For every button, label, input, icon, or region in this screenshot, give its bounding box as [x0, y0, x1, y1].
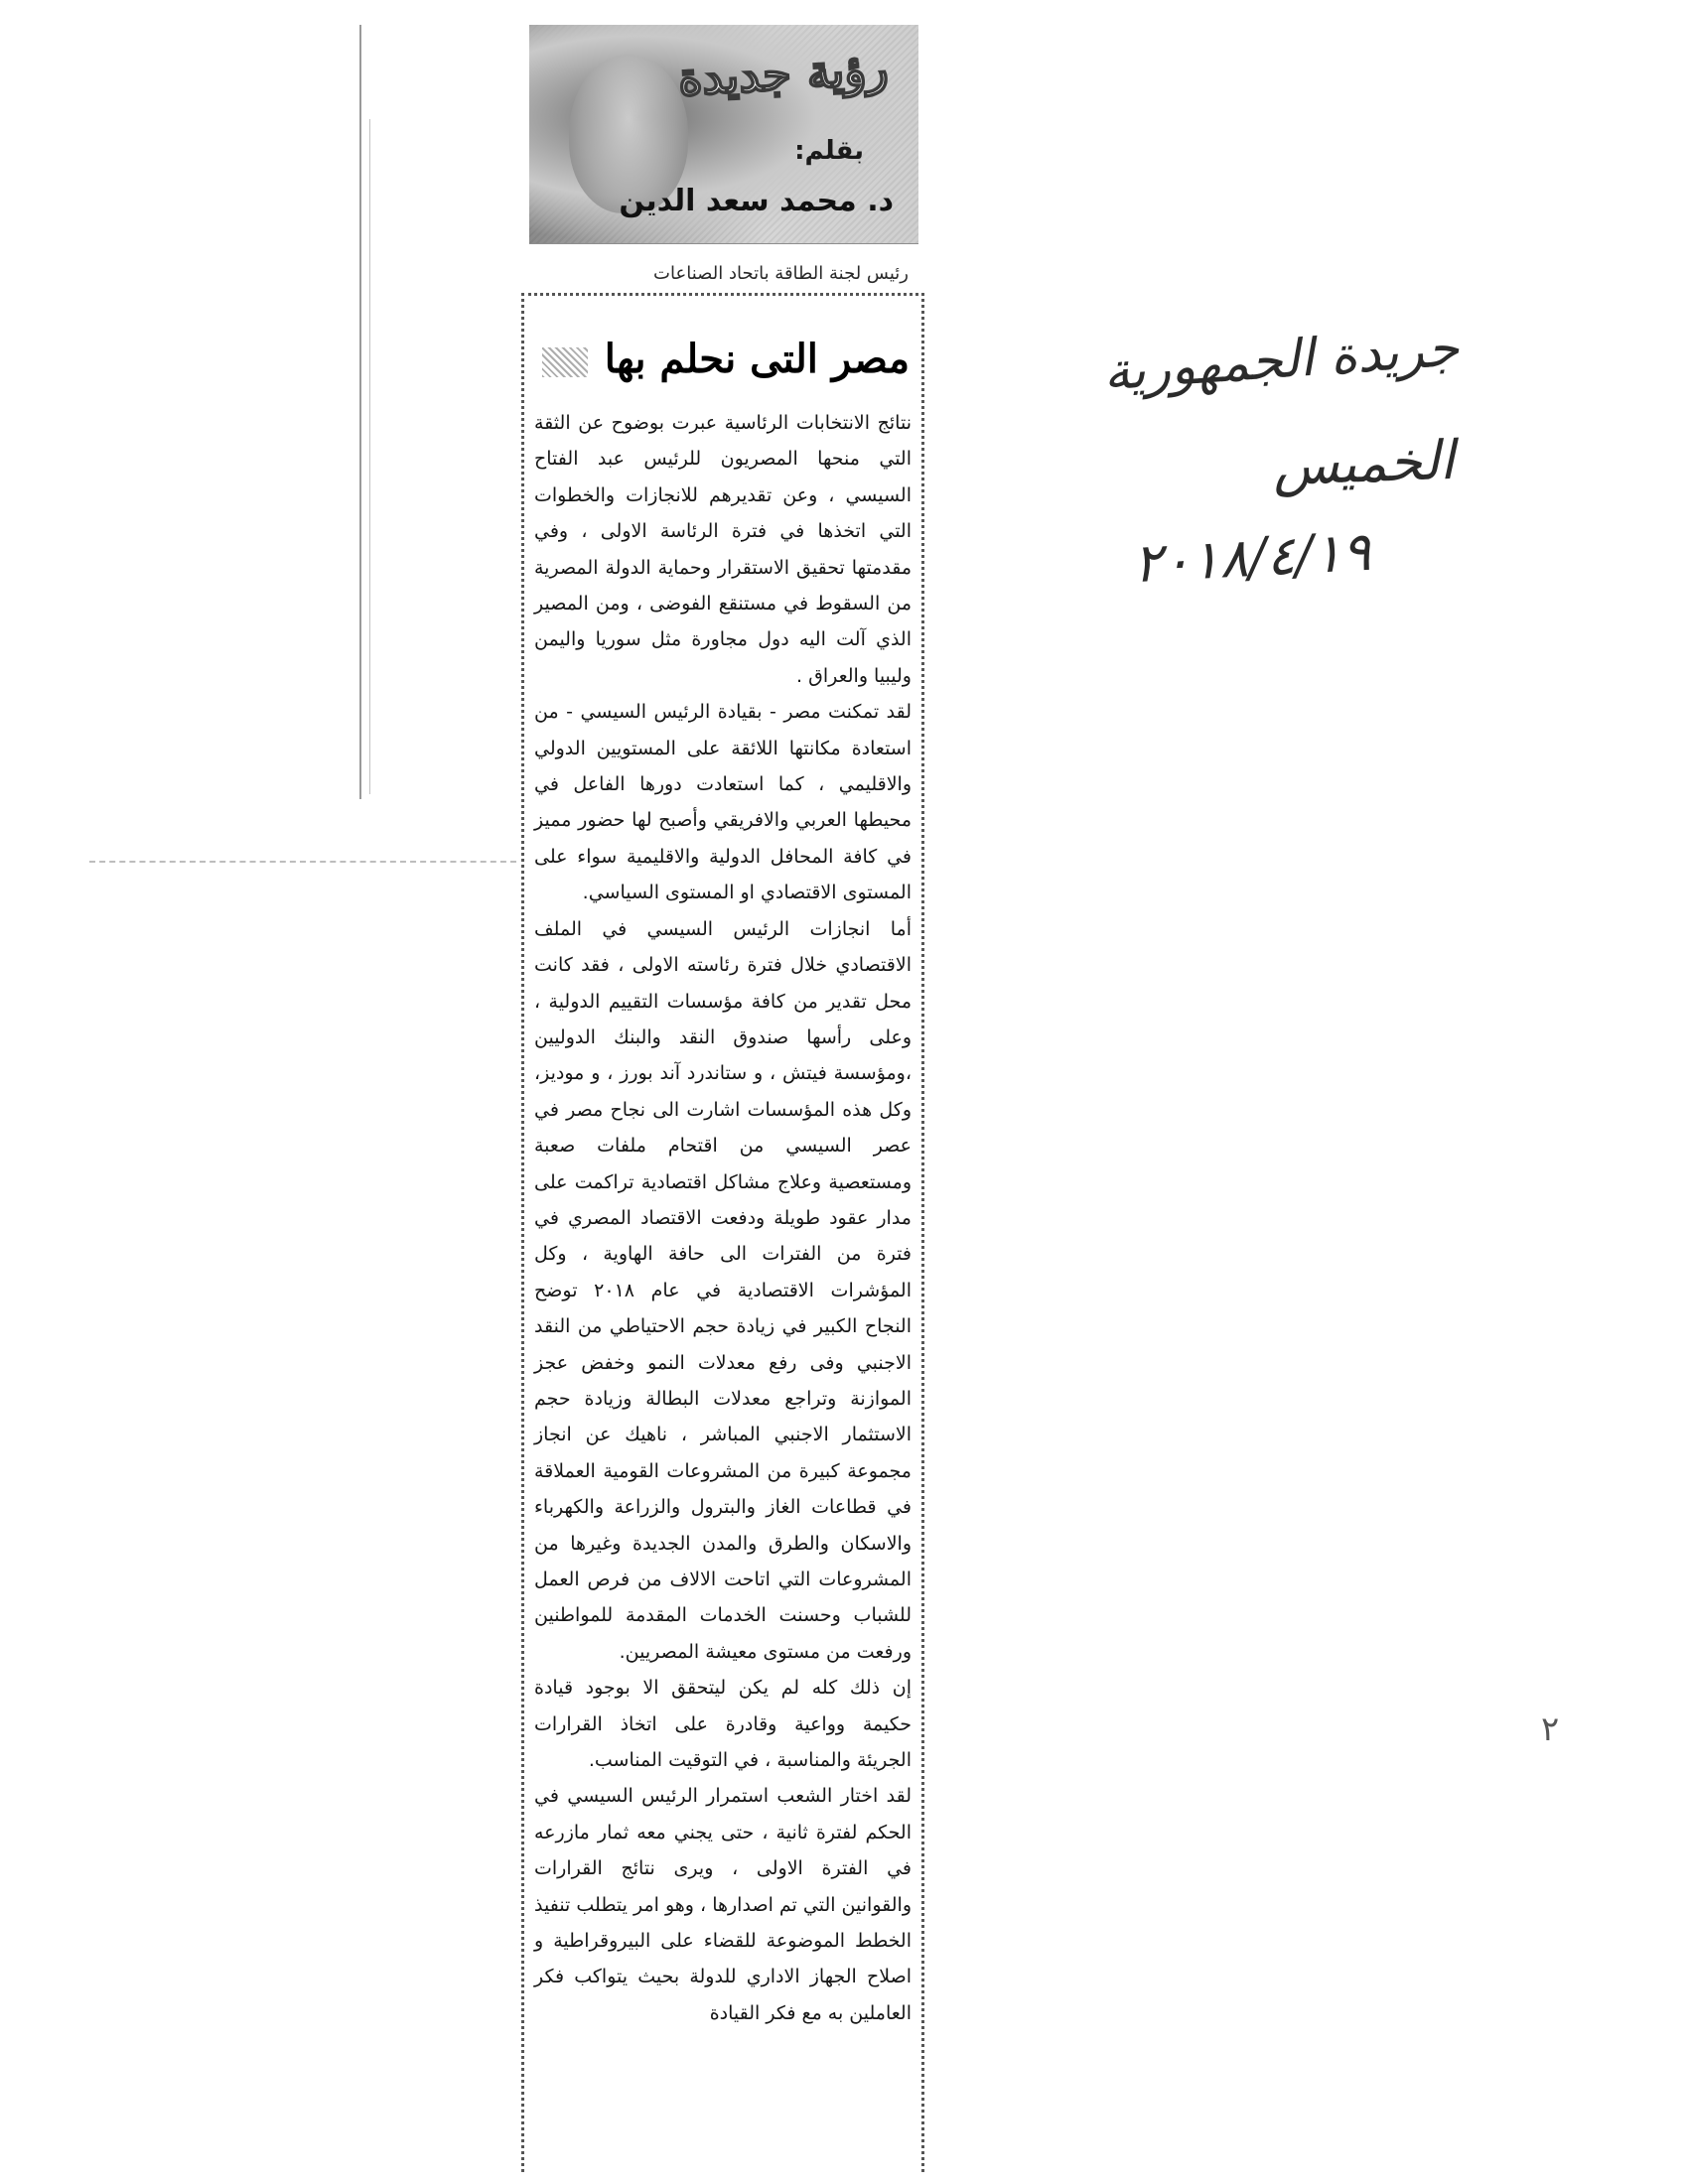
article-paragraph: نتائج الانتخابات الرئاسية عبرت بوضوح عن الثقة التي منحها المصريون للرئيس عبد الفتاح السيسي ، وعن تقديرهم للانجازات والخطوات التي اتخذها في فترة الرئاسة الاولى ، وفي مقدمتها تحقيق الاستقرار وحماية الدولة المصرية من السقوط في مستنقع الفوضى ، ومن المصير الذي آلت اليه دول مجاورة مثل سوريا واليمن وليبيا والعراق . — [534, 412, 912, 687]
scan-margin-line — [359, 25, 361, 799]
article-body — [534, 405, 912, 2031]
article-paragraph: إن ذلك كله لم يكن ليتحقق الا بوجود قيادة حكيمة وواعية وقادرة على اتخاذ القرارات الجريئة والمناسبة ، في التوقيت المناسب. — [534, 1677, 912, 1772]
author-role: رئيس لجنة الطاقة باتحاد الصناعات — [653, 263, 909, 284]
article-paragraph: أما انجازات الرئيس السيسي في الملف الاقتصادي خلال فترة رئاسته الاولى ، فقد كانت محل تقدير من كافة مؤسسات التقييم الدولية ، وعلى رأسها صندوق النقد والبنك الدوليين ،ومؤسسة فيتش ، و ستاندرد آند بورز ، و موديز، وكل هذه المؤسسات اشارت الى نجاح مصر في عصر السيسي من اقتحام ملفات صعبة ومستعصية وعلاج مشاكل اقتصادية تراكمت على مدار عقود طويلة ودفعت الاقتصاد المصري في فترة من الفترات الى حافة الهاوية ، وكل المؤشرات الاقتصادية في عام ٢٠١٨ توضح النجاح الكبير في زيادة حجم الاحتياطي من النقد الاجنبي وفى رفع معدلات النمو وخفض عجز الموازنة وتراجع معدلات البطالة وزيادة حجم الاستثمار الاجنبي المباشر ، ناهيك عن انجاز مجموعة كبيرة من المشروعات القومية العملاقة في قطاعات الغاز والبترول والزراعة والكهرباء والاسكان والطرق والمدن الجديدة وغيرها من المشروعات التي اتاحت الالاف من فرص العمل للشباب وحسنت الخدمات المقدمة للمواطنين ورفعت من مستوى معيشة المصريين. — [534, 917, 912, 1663]
handwritten-source: جريدة الجمهورية — [1101, 318, 1462, 403]
column-header-photo — [529, 25, 918, 244]
scan-margin-line-secondary — [369, 119, 370, 794]
article-headline: مصر التى نحلم بها — [604, 336, 910, 382]
handwritten-date: ٢٠١٨/٤/١٩ — [1131, 519, 1372, 596]
article-paragraph: لقد اختار الشعب استمرار الرئيس السيسي في الحكم لفترة ثانية ، حتى يجني معه ثمار مازرعه في الفترة الاولى ، ويرى نتائج القرارات والقوانين التي تم اصدارها ، وهو امر يتطلب تنفيذ الخطط الموضوعة للقضاء على البيروقراطية و اصلاح الجهاز الاداري للدولة بحيث يتواكب فكر العاملين به مع فكر القيادة — [534, 1785, 912, 2024]
byline-label: بقلم: — [794, 136, 864, 166]
headline-ornament — [542, 347, 588, 377]
page-number: ٢ — [1541, 1709, 1560, 1749]
author-name: د. محمد سعد الدين — [619, 184, 894, 218]
scan-dashed-mark — [89, 861, 516, 863]
newspaper-clipping — [521, 25, 928, 2169]
handwritten-day: الخميس — [1272, 428, 1457, 498]
column-title: رؤية جديدة — [677, 41, 891, 106]
article-paragraph: لقد تمكنت مصر - بقيادة الرئيس السيسي - من استعادة مكانتها اللائقة على المستويين الدولي والاقليمي ، كما استعادت دورها الفاعل في محيطها العربي والافريقي وأصبح لها حضور مميز في كافة المحافل الدولية والاقليمية سواء على المستوى الاقتصادي او المستوى السياسي. — [534, 701, 912, 904]
article-box — [521, 293, 924, 2172]
